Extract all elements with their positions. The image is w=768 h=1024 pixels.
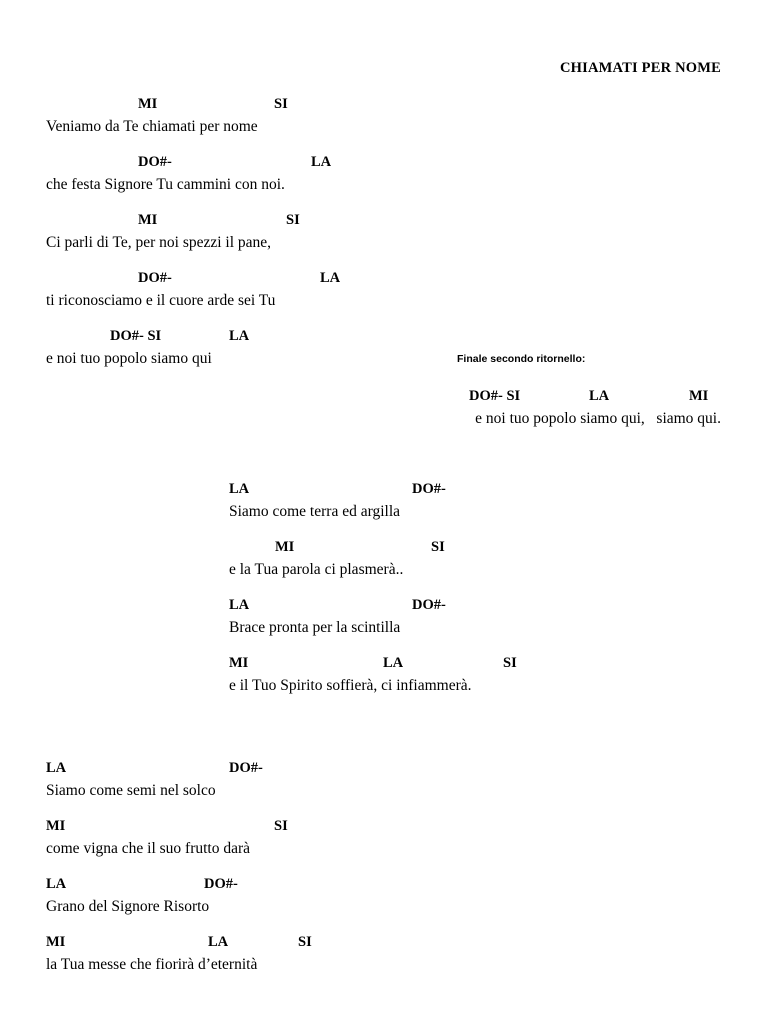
chord-row [46, 154, 406, 174]
finale-line [411, 388, 721, 438]
verse-line [46, 876, 366, 934]
verse-3 [46, 760, 366, 992]
chord-row [46, 270, 406, 290]
chord-row [46, 818, 366, 838]
lyric-line: Veniamo da Te chiamati per nome [46, 118, 258, 135]
finale-note: Finale secondo ritornello: [457, 353, 586, 365]
chord: LA [229, 481, 250, 497]
chord: SI [431, 539, 445, 555]
lyric-line: Ci parli di Te, per noi spezzi il pane, [46, 234, 272, 251]
verse-line [46, 212, 406, 270]
chord: LA [311, 154, 332, 170]
chord: MI [138, 212, 158, 228]
chord: SI [503, 655, 517, 671]
chord: DO#- [138, 270, 172, 286]
verse-2 [229, 481, 549, 713]
chord: MI [229, 655, 249, 671]
chord: DO#- [204, 876, 238, 892]
verse-line [46, 96, 406, 154]
lyric-line: come vigna che il suo frutto darà [46, 840, 251, 857]
chord-row [229, 481, 549, 501]
chord: DO#- SI [469, 388, 521, 404]
lyric-line: e noi tuo popolo siamo qui, siamo qui. [475, 410, 721, 427]
chord-row [46, 876, 366, 896]
chord: SI [286, 212, 300, 228]
chord: MI [46, 818, 66, 834]
lyric-line: la Tua messe che fiorirà d’eternità [46, 956, 258, 973]
lyric-line: Siamo come semi nel solco [46, 782, 216, 799]
chord: SI [274, 818, 288, 834]
verse-line [46, 328, 406, 386]
verse-line [46, 934, 366, 992]
lyric-line: che festa Signore Tu cammini con noi. [46, 176, 285, 193]
chord-row [46, 96, 406, 116]
verse-line [229, 539, 549, 597]
verse-line [229, 597, 549, 655]
song-title: CHIAMATI PER NOME [559, 60, 721, 76]
chord-row [46, 212, 406, 232]
chord: DO#- [138, 154, 172, 170]
verse-line [46, 154, 406, 212]
chord: LA [383, 655, 404, 671]
chord: LA [229, 597, 250, 613]
lyric-line: e noi tuo popolo siamo qui [46, 350, 212, 367]
chord-row [46, 328, 406, 348]
chord: LA [208, 934, 229, 950]
chord: DO#- [229, 760, 263, 776]
verse-1 [46, 96, 406, 386]
chord: SI [298, 934, 312, 950]
verse-line [46, 760, 366, 818]
verse-line [46, 818, 366, 876]
verse-line [229, 655, 549, 713]
chord-row [229, 597, 549, 617]
lyric-line: ti riconosciamo e il cuore arde sei Tu [46, 292, 276, 309]
chord: MI [46, 934, 66, 950]
chord: LA [229, 328, 250, 344]
lyric-line: e la Tua parola ci plasmerà.. [229, 561, 404, 578]
lyric-line: Grano del Signore Risorto [46, 898, 210, 915]
chord-row [46, 934, 366, 954]
verse-line [46, 270, 406, 328]
lyric-line: Siamo come terra ed argilla [229, 503, 401, 520]
chord-row [229, 539, 549, 559]
chord-row [46, 760, 366, 780]
chord: SI [274, 96, 288, 112]
chord-row [229, 655, 549, 675]
chord: LA [320, 270, 341, 286]
chord: DO#- [412, 597, 446, 613]
chord: MI [689, 388, 709, 404]
chord: DO#- [412, 481, 446, 497]
chord: LA [46, 760, 67, 776]
lyric-line: Brace pronta per la scintilla [229, 619, 401, 636]
chord: DO#- SI [110, 328, 162, 344]
chord: LA [46, 876, 67, 892]
chord: MI [275, 539, 295, 555]
lyric-line: e il Tuo Spirito soffierà, ci infiammerà. [229, 677, 472, 694]
verse-line [229, 481, 549, 539]
chord: LA [589, 388, 610, 404]
chord-row [411, 388, 721, 408]
chord: MI [138, 96, 158, 112]
